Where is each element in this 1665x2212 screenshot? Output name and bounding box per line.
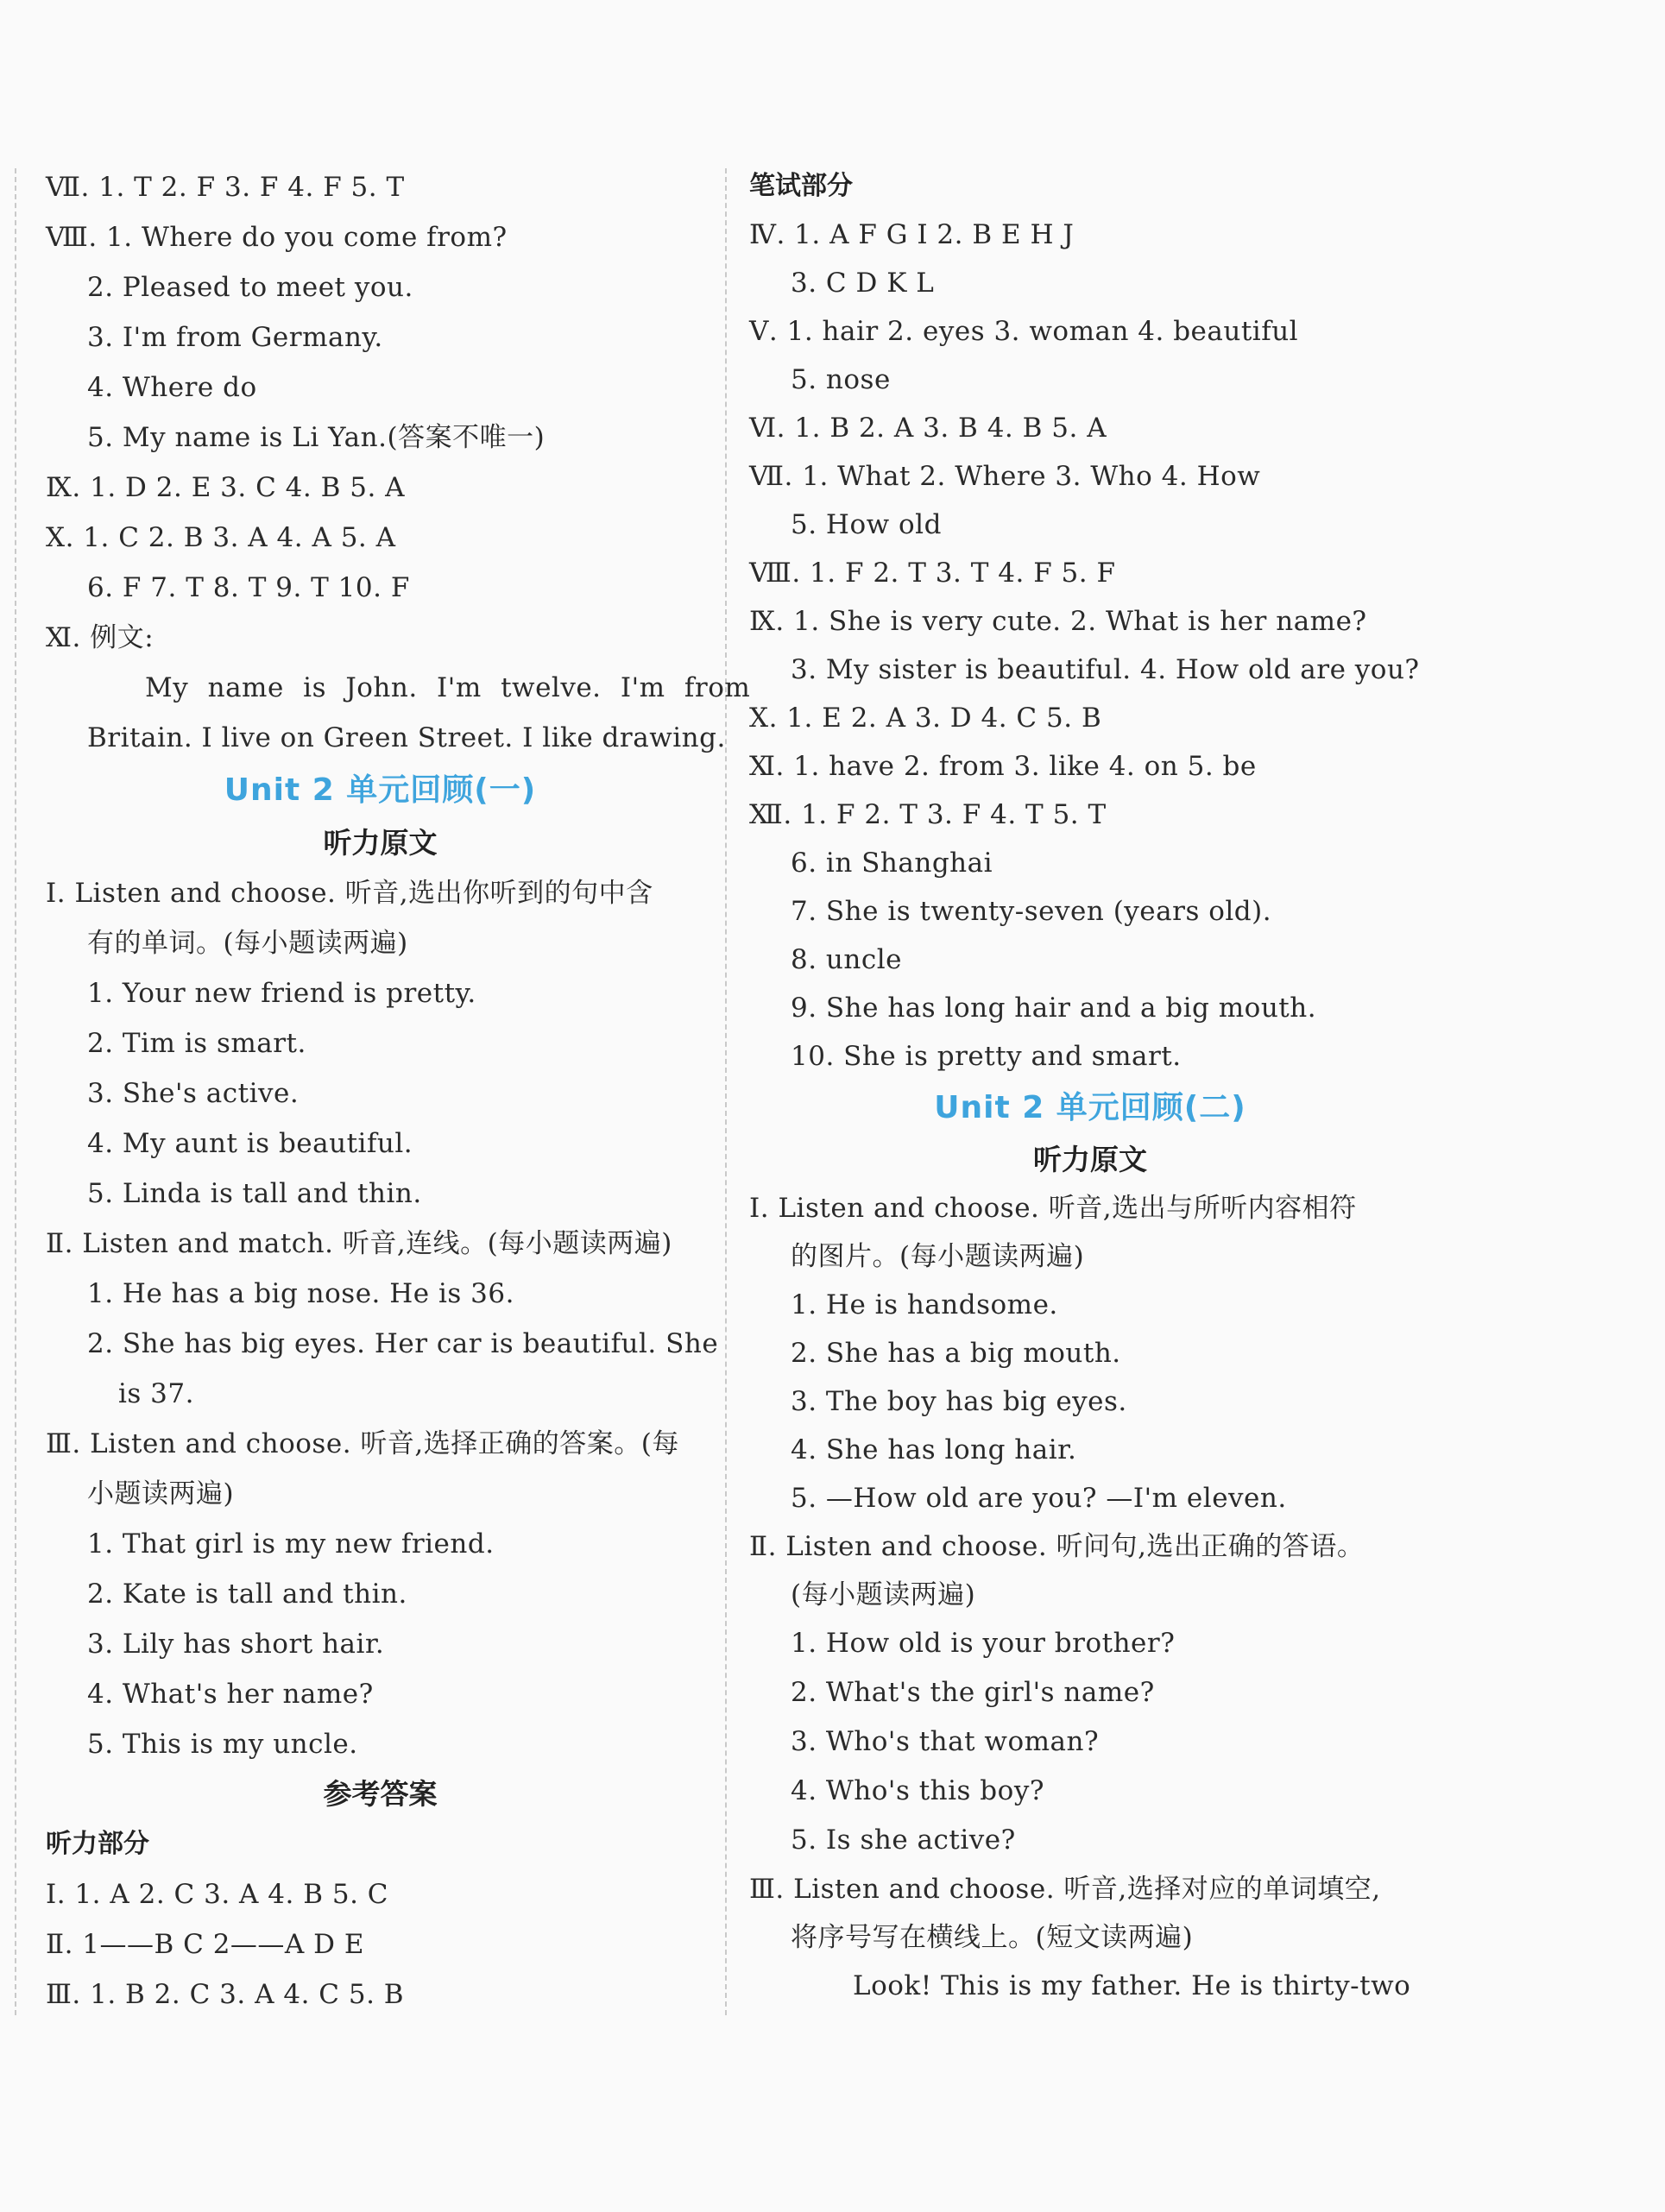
- question-line: 小题读两遍): [87, 1478, 235, 1509]
- answer-line: Ⅲ. 1. B 2. C 3. A 4. C 5. B: [46, 1979, 405, 2010]
- answer-line: 2. Pleased to meet you.: [87, 272, 413, 303]
- passage-line: Look! This is my father. He is thirty-two: [853, 1970, 1411, 2001]
- script-line: 1. How old is your brother?: [791, 1628, 1176, 1659]
- answer-line: Ⅳ. 1. A F G I 2. B E H J: [749, 219, 1075, 250]
- question-line: (每小题读两遍): [791, 1579, 976, 1610]
- essay-line: Britain. I live on Green Street. I like drawing.: [87, 722, 726, 753]
- answer-line: Ⅻ. 1. F 2. T 3. F 4. T 5. T: [749, 799, 1107, 830]
- answer-line: 9. She has long hair and a big mouth.: [791, 993, 1317, 1024]
- answer-line: 3. My sister is beautiful. 4. How old are you?: [791, 654, 1420, 685]
- script-line: 4. Who's this boy?: [791, 1775, 1044, 1806]
- part-heading: 笔试部分: [749, 171, 853, 201]
- script-line: 3. She's active.: [87, 1078, 300, 1109]
- answer-line: 5. nose: [791, 364, 891, 395]
- script-line: 2. Kate is tall and thin.: [87, 1579, 407, 1610]
- script-line: 5. —How old are you? —I'm eleven.: [791, 1483, 1287, 1514]
- script-line: 5. Is she active?: [791, 1824, 1016, 1856]
- script-line: 2. She has a big mouth.: [791, 1338, 1121, 1369]
- section-heading: 听力原文: [323, 826, 438, 860]
- script-line: 5. Linda is tall and thin.: [87, 1178, 422, 1209]
- answer-line: Ⅵ. 1. B 2. A 3. B 4. B 5. A: [749, 413, 1107, 444]
- answer-line: 4. Where do: [87, 372, 257, 403]
- question-line: 将序号写在横线上。(短文读两遍): [791, 1922, 1194, 1953]
- question-line: Ⅲ. Listen and choose. 听音,选择正确的答案。(每: [46, 1428, 679, 1459]
- answer-line: 3. I'm from Germany.: [87, 322, 383, 353]
- script-line: 3. Who's that woman?: [791, 1726, 1100, 1757]
- answer-line: 7. She is twenty-seven (years old).: [791, 896, 1272, 927]
- answer-line: Ⅸ. 1. She is very cute. 2. What is her name?: [749, 606, 1367, 637]
- answer-line: 6. in Shanghai: [791, 848, 993, 879]
- question-line: Ⅰ. Listen and choose. 听音,选出你听到的句中含: [46, 878, 653, 909]
- answer-line: Ⅹ. 1. E 2. A 3. D 4. C 5. B: [749, 703, 1102, 734]
- answer-line: Ⅱ. 1——B C 2——A D E: [46, 1929, 365, 1960]
- answer-line: Ⅺ. 例文:: [46, 622, 155, 653]
- left-margin-divider: [15, 168, 16, 2015]
- script-line: 4. She has long hair.: [791, 1434, 1077, 1465]
- script-line: 1. He has a big nose. He is 36.: [87, 1278, 514, 1309]
- answer-line: Ⅸ. 1. D 2. E 3. C 4. B 5. A: [46, 472, 406, 503]
- answer-line: Ⅷ. 1. F 2. T 3. T 4. F 5. F: [749, 558, 1116, 589]
- script-line: 1. Your new friend is pretty.: [87, 978, 476, 1009]
- answer-line: 8. uncle: [791, 944, 902, 975]
- column-divider: [725, 168, 727, 2015]
- essay-line: My name is John. I'm twelve. I'm from: [145, 672, 751, 703]
- answer-line: 5. How old: [791, 509, 942, 540]
- answer-line: 6. F 7. T 8. T 9. T 10. F: [87, 572, 410, 603]
- script-line: 3. Lily has short hair.: [87, 1629, 385, 1660]
- part-heading: 听力部分: [46, 1829, 149, 1859]
- answer-line: Ⅹ. 1. C 2. B 3. A 4. A 5. A: [46, 522, 396, 553]
- script-line: 3. The boy has big eyes.: [791, 1386, 1127, 1417]
- question-line: Ⅱ. Listen and match. 听音,连线。(每小题读两遍): [46, 1228, 672, 1259]
- answer-line: Ⅴ. 1. hair 2. eyes 3. woman 4. beautiful: [749, 316, 1299, 347]
- script-line: 1. He is handsome.: [791, 1289, 1058, 1320]
- script-line: 2. Tim is smart.: [87, 1028, 306, 1059]
- right-column: [749, 162, 1431, 2010]
- question-line: 的图片。(每小题读两遍): [791, 1241, 1085, 1272]
- answer-line: Ⅺ. 1. have 2. from 3. like 4. on 5. be: [749, 751, 1257, 782]
- question-line: Ⅲ. Listen and choose. 听音,选择对应的单词填空,: [749, 1874, 1381, 1905]
- answer-line: Ⅶ. 1. T 2. F 3. F 4. F 5. T: [46, 172, 405, 203]
- unit-title: Unit 2 单元回顾(二): [934, 1090, 1246, 1125]
- left-column: [46, 162, 751, 2020]
- answer-line: 5. My name is Li Yan.(答案不唯一): [87, 422, 546, 453]
- section-heading: 听力原文: [1033, 1143, 1147, 1176]
- question-line: Ⅱ. Listen and choose. 听问句,选出正确的答语。: [749, 1531, 1365, 1562]
- answer-line: 3. C D K L: [791, 268, 935, 299]
- script-line: 2. She has big eyes. Her car is beautiful. She: [87, 1328, 719, 1359]
- answer-line: 10. She is pretty and smart.: [791, 1041, 1182, 1072]
- script-line: 5. This is my uncle.: [87, 1729, 358, 1760]
- answer-line: Ⅷ. 1. Where do you come from?: [46, 222, 508, 253]
- script-line: 4. My aunt is beautiful.: [87, 1128, 413, 1159]
- script-line: 2. What's the girl's name?: [791, 1677, 1155, 1708]
- unit-title: Unit 2 单元回顾(一): [224, 772, 537, 808]
- question-line: 有的单词。(每小题读两遍): [87, 928, 408, 959]
- answer-line: Ⅶ. 1. What 2. Where 3. Who 4. How: [749, 461, 1261, 492]
- script-line: 4. What's her name?: [87, 1679, 374, 1710]
- answer-line: Ⅰ. 1. A 2. C 3. A 4. B 5. C: [46, 1879, 389, 1910]
- section-heading: 参考答案: [323, 1777, 438, 1811]
- script-line: 1. That girl is my new friend.: [87, 1528, 495, 1560]
- script-line: is 37.: [118, 1378, 194, 1409]
- question-line: Ⅰ. Listen and choose. 听音,选出与所听内容相符: [749, 1193, 1357, 1224]
